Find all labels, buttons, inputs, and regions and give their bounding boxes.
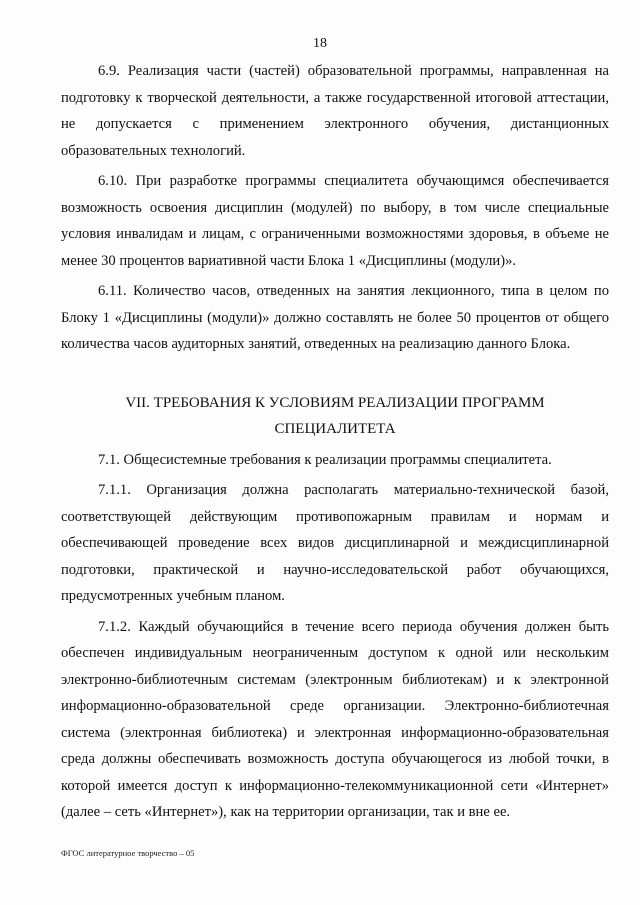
paragraph-6-10: 6.10. При разработке программы специалитета обучающимся обеспечивается возможность освоения дисциплин (модулей) по выбору, в том числе специальные условия инвалидам и лицам, с ограниченными возможностями здоровья, в объеме не менее 30 процентов вариативной части Блока 1 «Дисциплины (модули)». [61, 173, 609, 269]
paragraph-7-1-2: 7.1.2. Каждый обучающийся в течение всего периода обучения должен быть обеспечен индивидуальным неограниченным доступом к одной или нескольким электронно-библиотечным системам (электронным библиотекам) и к электронной информационно-образовательной среде организации. Электронно-библиотечная система (электронная библиотека) и электронная информационно-образовательная среда должны обеспечивать возможность доступа обучающегося из любой точки, в которой имеется доступ к информационно-телекоммуникационной сети «Интернет» (далее – сеть «Интернет»), как на территории организации, так и вне ее. [61, 618, 609, 820]
page-number: 18 [313, 36, 327, 51]
section-heading-line-2: СПЕЦИАЛИТЕТА [274, 421, 396, 437]
document-body [61, 58, 609, 830]
paragraph-7-1: 7.1. Общесистемные требования к реализации программы специалитета. [98, 451, 552, 468]
section-heading [61, 390, 609, 443]
footer-note: ФГОС литературное творчество – 05 [61, 848, 195, 858]
paragraph-7-1-1: 7.1.1. Организация должна располагать материально-технической базой, соответствующей действующим противопожарным правилам и нормам и обеспечивающей проведение всех видов дисциплинарной и междисциплинарной подготовки, практической и научно-исследовательской работ обучающихся, предусмотренных учебным планом. [61, 482, 609, 604]
section-heading-line-1: VII. ТРЕБОВАНИЯ К УСЛОВИЯМ РЕАЛИЗАЦИИ ПРОГРАММ [125, 394, 545, 411]
paragraph-6-9: 6.9. Реализация части (частей) образовательной программы, направленная на подготовку к творческой деятельности, а также государственной итоговой аттестации, не допускается с применением электронного обучения, дистанционных образовательных технологий. [61, 63, 609, 159]
paragraph-6-11: 6.11. Количество часов, отведенных на занятия лекционного, типа в целом по Блоку 1 «Дисциплины (модули)» должно составлять не более 50 процентов от общего количества часов аудиторных занятий, отведенных на реализацию данного Блока. [61, 283, 609, 352]
